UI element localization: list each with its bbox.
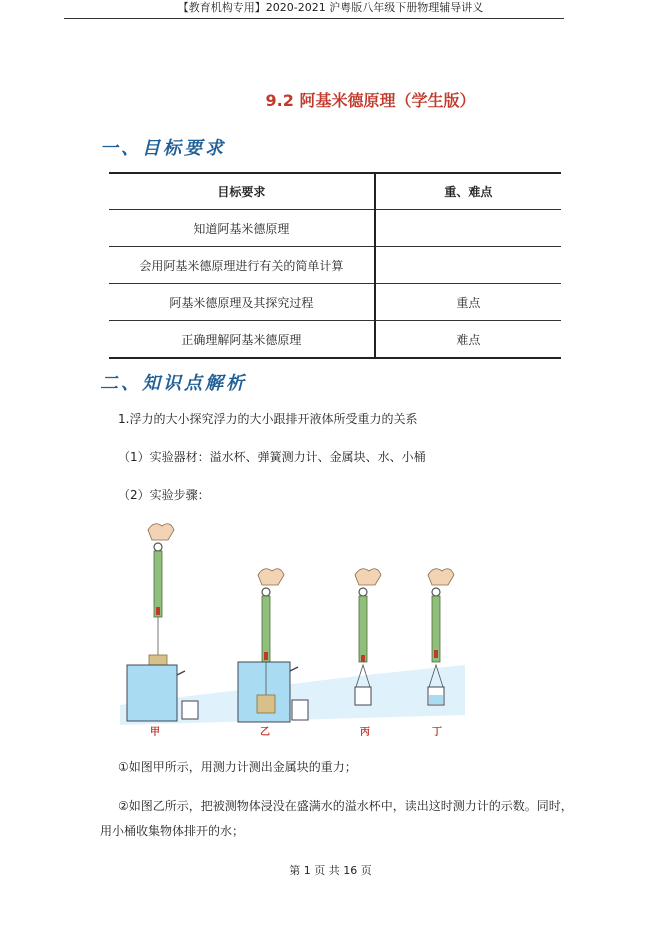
hand-icon: [428, 569, 454, 585]
table-header-row: [109, 173, 561, 210]
experiment-figure: [120, 515, 470, 740]
section-heading-knowledge: 二、知识点解析: [100, 373, 247, 394]
hand-icon: [258, 569, 284, 585]
table-cell: 正确理解阿基米德原理: [109, 321, 375, 359]
metal-block: [257, 695, 275, 713]
table-cell: 重点: [375, 284, 561, 321]
table-cell: 难点: [375, 321, 561, 359]
table-header-cell: 目标要求: [109, 173, 375, 210]
scale-ring: [432, 588, 440, 596]
document-title: 9.2 阿基米德原理（学生版）: [265, 91, 476, 110]
scale-ring: [359, 588, 367, 596]
scale-pointer: [156, 607, 160, 615]
step-2-line-1: ②如图乙所示，把被测物体浸没在盛满水的溢水杯中，读出这时测力计的示数。同时，: [118, 799, 573, 813]
section-heading-goals: 一、目标要求: [100, 138, 226, 159]
table-row: [109, 321, 561, 359]
overflow-can: [127, 665, 177, 721]
knowledge-point-1: 1.浮力的大小探究浮力的大小跟排开液体所受重力的关系: [118, 412, 418, 426]
setup-yi: [238, 569, 308, 738]
small-bucket: [355, 687, 371, 705]
page-footer: 第 1 页 共 16 页: [289, 864, 372, 877]
experiment-materials: （1）实验器材：溢水杯、弹簧测力计、金属块、水、小桶: [118, 450, 426, 464]
table-row: [109, 210, 561, 247]
table-cell: 知道阿基米德原理: [109, 210, 375, 247]
figure-label-yi: 乙: [260, 727, 270, 738]
setup-jia: [127, 524, 198, 738]
small-bucket: [292, 700, 308, 720]
table-cell: [375, 210, 561, 247]
experiment-steps-heading: （2）实验步骤：: [118, 488, 210, 502]
step-1: ①如图甲所示，用测力计测出金属块的重力；: [118, 760, 357, 774]
table-header-cell: 重、难点: [375, 173, 561, 210]
overflow-spout: [290, 667, 298, 671]
table-cell: [375, 247, 561, 284]
step-2-line-2: 用小桶收集物体排开的水；: [100, 824, 245, 838]
figure-label-jia: 甲: [150, 727, 160, 738]
scale-pointer: [434, 650, 438, 658]
scale-pointer: [361, 655, 365, 662]
header-rule: [64, 18, 564, 19]
scale-pointer: [264, 652, 268, 660]
hand-icon: [148, 524, 174, 540]
table-cell: 阿基米德原理及其探究过程: [109, 284, 375, 321]
figure-label-bing: 丙: [360, 727, 370, 738]
table-row: [109, 247, 561, 284]
scale-ring: [154, 543, 162, 551]
spring-scale: [359, 596, 367, 662]
small-bucket: [182, 701, 198, 719]
table-row: [109, 284, 561, 321]
page-header: 【教育机构专用】2020-2021 沪粤版八年级下册物理辅导讲义: [177, 1, 484, 14]
overflow-spout: [177, 671, 185, 675]
scale-ring: [262, 588, 270, 596]
figure-label-ding: 丁: [432, 727, 442, 738]
collected-water: [429, 695, 443, 704]
goals-table: [109, 172, 561, 359]
hand-icon: [355, 569, 381, 585]
table-cell: 会用阿基米德原理进行有关的简单计算: [109, 247, 375, 284]
